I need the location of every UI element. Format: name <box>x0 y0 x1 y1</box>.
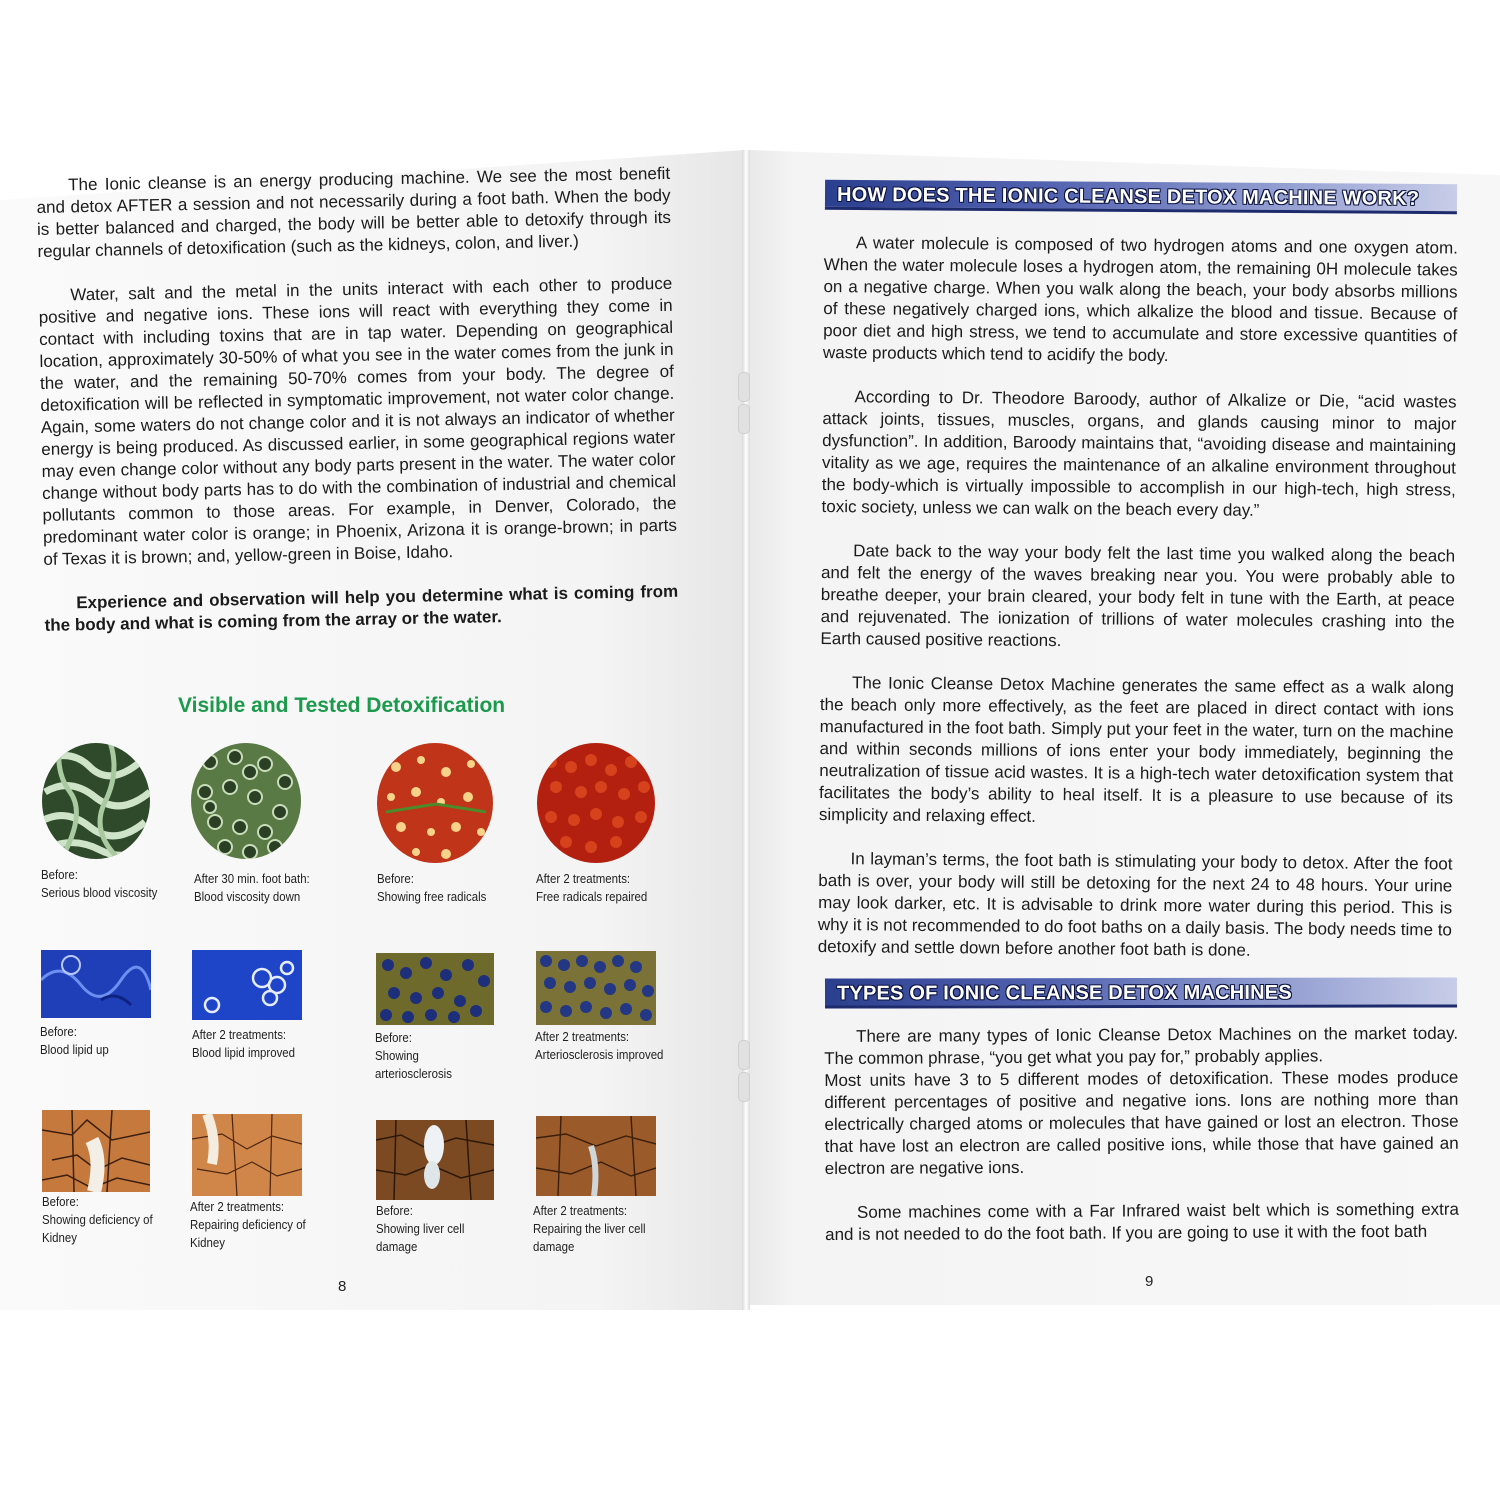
right-paragraph-7: Most units have 3 to 5 different modes of detoxification. These modes produce different percentages of positive and negative ions. Ions are nothing more than electrically charged atoms or molecules that have gained or lost an electron. Those that have lost an electron are called positive ions, while those that have gained an electron are negative ions. <box>824 1067 1459 1178</box>
right-paragraph-3: Date back to the way your body felt the last time you walked along the beach and felt the energy of the waves breaking near you. You were probably able to breathe deeper, your brain cleared, your body felt in tune with the Earth, at peace and rejuvenated. The ionization of trillions of water molecules crashing into the Earth caused positive reactions. <box>820 541 1456 651</box>
liver-before-image <box>376 1120 494 1200</box>
kidney-after-image <box>192 1114 302 1196</box>
caption-liver-after <box>533 1202 646 1256</box>
caption-line: After 2 treatments: <box>536 871 631 886</box>
kidney-before-image <box>42 1110 150 1192</box>
caption-line: Arteriosclerosis improved <box>535 1047 664 1062</box>
caption-line: Blood lipid up <box>40 1042 109 1057</box>
right-paragraph-8: Some machines come with a Far Infrared waist belt which is something extra and is not needed to do the foot bath. If you are going to use it with the foot bath <box>825 1199 1460 1244</box>
caption-line: arteriosclerosis <box>375 1066 452 1081</box>
caption-blood-viscosity-after <box>194 870 310 906</box>
caption-arteriosclerosis-after <box>535 1028 663 1064</box>
caption-line: Before: <box>377 871 414 886</box>
free-radicals-before-image <box>376 742 494 864</box>
caption-line: Showing <box>375 1048 419 1063</box>
caption-kidney-after <box>190 1198 306 1252</box>
caption-kidney-before <box>42 1193 153 1247</box>
blood-viscosity-before-image <box>40 742 152 860</box>
booklet-gutter <box>742 150 750 1310</box>
left-paragraph-1: The Ionic cleanse is an energy producing machine. We see the most benefit and detox AFTER a session and not necessarily during a foot bath. When the body is better balanced and charged, the body will be better able to detoxify through its regular channels of detoxification (such as the kidneys, colon, and liver.) <box>36 163 672 261</box>
caption-free-radicals-after <box>536 870 647 906</box>
caption-line: After 2 treatments: <box>192 1027 287 1042</box>
caption-free-radicals-before <box>377 870 486 906</box>
page-number-right: 9 <box>1145 1273 1154 1290</box>
banner-how-it-works: HOW DOES THE IONIC CLEANSE DETOX MACHINE WORK? <box>825 180 1457 214</box>
caption-line: Free radicals repaired <box>536 889 648 904</box>
left-body-text <box>36 163 679 659</box>
caption-line: Kidney <box>190 1235 225 1250</box>
left-bold-paragraph: Experience and observation will help you determine what is coming from the body and what is coming from the array or the water. <box>44 581 679 635</box>
blood-lipid-before-image <box>41 950 151 1018</box>
caption-blood-viscosity-before <box>41 866 157 902</box>
caption-line: Before: <box>375 1030 412 1045</box>
right-body-text-2 <box>824 1023 1459 1268</box>
arteriosclerosis-after-image <box>536 951 656 1025</box>
section-title: Visible and Tested Detoxification <box>178 694 506 717</box>
right-paragraph-1: A water molecule is composed of two hydrogen atoms and one oxygen atom. When the water molecule loses a hydrogen atom, the remaining 0H molecule takes on a negative charge. When you walk along the beach, your body absorbs millions of these negatively charged ions, which alkalize the blood and tissue. Because of poor diet and high stress, we tend to accumulate and store excessive quantities of waste products which tend to acidify the body. <box>822 233 1458 366</box>
right-paragraph-6: There are many types of Ionic Cleanse Detox Machines on the market today. The common phrase, “you get what you pay for,” probably applies. <box>824 1023 1459 1068</box>
blood-viscosity-after-image <box>190 742 302 860</box>
caption-liver-before <box>376 1202 464 1256</box>
caption-line: Before: <box>40 1024 77 1039</box>
right-paragraph-2: According to Dr. Theodore Baroody, author of Alkalize or Die, “acid wastes attack joints, tissues, muscles, organs, and glands causing minor to major dysfunction”. In addition, Baroody maintains that, “avoiding disease and maintaining vitality as we age, requires the maintenance of an alkaline environment throughout the body-which is virtually impossible to accomplish in our high-tech, high stress, toxic society, unless we can walk on the beach every day.” <box>821 387 1457 520</box>
right-paragraph-4: The Ionic Cleanse Detox Machine generates the same effect as a walk along the beach only more effectively, as the feet are placed in direct contact with ions manufactured in the foot bath. Simply put your feet in the water, turn on the machine and within seconds millions of ions enter your body immediately, beginning the neutralization of tissue acid wastes. It is a high-tech water detoxification system that facilitates the body’s ability to heal itself. It is a pleasure to use because of its simplicity and relaxing effect. <box>818 673 1455 826</box>
staple-bottom <box>738 1040 750 1070</box>
caption-arteriosclerosis-before <box>375 1029 452 1083</box>
caption-line: Before: <box>41 867 78 882</box>
caption-blood-lipid-before <box>40 1023 109 1059</box>
caption-line: After 2 treatments: <box>533 1203 628 1218</box>
caption-line: Before: <box>376 1203 413 1218</box>
arteriosclerosis-before-image <box>376 953 494 1025</box>
caption-line: Before: <box>42 1194 79 1209</box>
staple-bottom-2 <box>738 1072 750 1102</box>
caption-line: Showing free radicals <box>377 889 487 904</box>
caption-blood-lipid-after <box>192 1026 295 1062</box>
caption-line: damage <box>533 1239 575 1254</box>
caption-line: After 2 treatments: <box>190 1199 285 1214</box>
caption-line: Showing deficiency of <box>42 1212 153 1227</box>
caption-line: Repairing the liver cell <box>533 1221 646 1236</box>
staple-top <box>738 372 750 402</box>
staple-top-2 <box>738 404 750 434</box>
caption-line: Serious blood viscosity <box>41 885 158 900</box>
caption-line: Kidney <box>42 1230 77 1245</box>
page-number-left: 8 <box>338 1278 347 1295</box>
caption-line: After 30 min. foot bath: <box>194 871 310 886</box>
caption-line: Blood viscosity down <box>194 889 301 904</box>
liver-after-image <box>536 1116 656 1196</box>
right-paragraph-5: In layman’s terms, the foot bath is stimulating your body to detox. After the foot bath is over, your body will still be detoxing for the next 24 to 48 hours. Your urine may look darker, etc. It is advisable to drink more water during this period. This is why it is not recommended to do foot baths on a daily basis. The body needs time to detoxify and settle down before another foot bath is done. <box>817 849 1453 960</box>
caption-line: Blood lipid improved <box>192 1045 296 1060</box>
right-body-text <box>817 232 1458 986</box>
caption-line: Showing liver cell <box>376 1221 465 1236</box>
free-radicals-after-image <box>536 742 656 864</box>
caption-line: damage <box>376 1239 418 1254</box>
caption-line: Repairing deficiency of <box>190 1217 306 1232</box>
caption-line: After 2 treatments: <box>535 1029 630 1044</box>
blood-lipid-after-image <box>192 950 302 1020</box>
banner-types-of-machines: TYPES OF IONIC CLEANSE DETOX MACHINES <box>825 977 1457 1008</box>
left-paragraph-2: Water, salt and the metal in the units interact with each other to produce positive and negative ions. These ions will react with everything they come in contact with including toxins that are in tap water. Depending on geographical location, approximately 30-50% of what you see in the water comes from the junk in the water, and the remaining 50-70% comes from your body. The degree of detoxification will be reflected in symptomatic improvement, not water color change. Again, some waters do not change color and it is not always an indicator of whether energy is being produced. As discussed earlier, in some geographical regions water may even change color without any body parts present in the water. The water color change without body parts has to do with the combination of industrial and chemical pollutants common to those areas. For example, in Denver, Colorado, the predominant water color is orange; in Phoenix, Arizona it is orange-brown; in parts of Texas it is brown; and, yellow-green in Boise, Idaho. <box>38 273 678 569</box>
